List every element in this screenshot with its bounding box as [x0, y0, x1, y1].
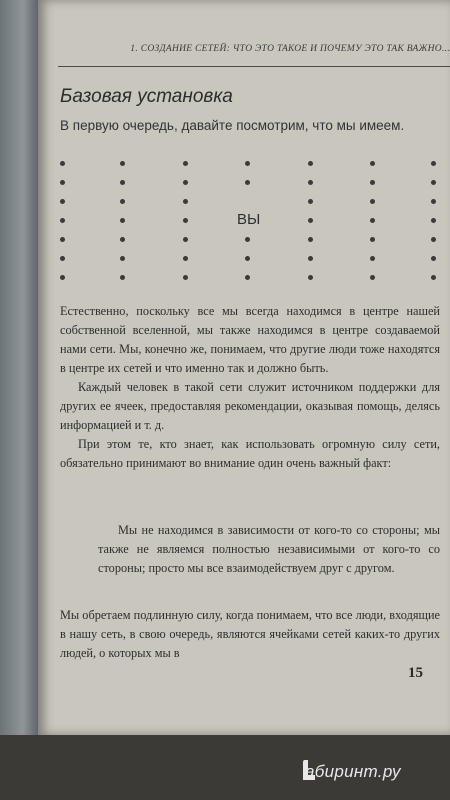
network-node-dot: [431, 199, 436, 204]
network-node-dot: [60, 180, 65, 185]
closing-paragraph: Мы обретаем подлинную силу, когда понимаем, что все люди, входящие в нашу сеть, в свою очередь, являются ячейками сетей каких-то других людей, о которых мы в: [60, 608, 440, 660]
network-node-dot: [120, 275, 125, 280]
network-node-dot: [183, 237, 188, 242]
network-node-dot: [308, 237, 313, 242]
network-node-dot: [308, 218, 313, 223]
network-node-dot: [370, 237, 375, 242]
network-node-dot: [370, 275, 375, 280]
network-node-dot: [183, 218, 188, 223]
page-number: 15: [408, 665, 423, 681]
network-node-dot: [370, 218, 375, 223]
network-node-dot: [431, 180, 436, 185]
network-node-dot: [431, 275, 436, 280]
network-node-dot: [183, 256, 188, 261]
network-node-dot: [308, 275, 313, 280]
network-node-dot: [60, 237, 65, 242]
running-header: 1. СОЗДАНИЕ СЕТЕЙ: ЧТО ЭТО ТАКОЕ И ПОЧЕМУ ЭТО ТАК ВАЖНО...: [130, 44, 450, 54]
intro-text: В первую очередь, давайте посмотрим, что мы имеем.: [60, 118, 405, 133]
network-node-dot: [370, 256, 375, 261]
network-node-dot: [120, 237, 125, 242]
network-node-dot: [120, 180, 125, 185]
network-node-dot: [183, 180, 188, 185]
network-node-dot: [60, 218, 65, 223]
paragraph-1: Естественно, поскольку все мы всегда находимся в центре нашей собственной вселенной, мы также находимся в центре создаваемой нами сети. Мы, конечно же, понимаем, что другие люди тоже находятся в центре их сетей и что именно так и должно быть.: [60, 304, 440, 375]
network-node-dot: [183, 275, 188, 280]
section-title: Базовая установка: [60, 86, 233, 107]
network-node-dot: [370, 199, 375, 204]
network-node-dot: [308, 256, 313, 261]
network-node-dot: [120, 161, 125, 166]
network-node-dot: [120, 199, 125, 204]
network-node-dot: [245, 275, 250, 280]
network-node-dot: [370, 180, 375, 185]
paragraph-2: Каждый человек в такой сети служит источником поддержки для других ее ячеек, предоставляя рекомендации, оказывая помощь, делясь информацией и т. д.: [60, 380, 440, 432]
network-node-dot: [431, 237, 436, 242]
book-spine-edge: [0, 0, 38, 735]
network-node-dot: [245, 161, 250, 166]
network-node-dot: [245, 256, 250, 261]
network-node-dot: [60, 199, 65, 204]
network-node-dot: [431, 256, 436, 261]
network-node-dot: [60, 256, 65, 261]
network-node-dot: [183, 161, 188, 166]
network-node-dot: [308, 161, 313, 166]
network-node-dot: [245, 237, 250, 242]
network-node-dot: [308, 199, 313, 204]
header-rule: [58, 66, 450, 67]
network-node-dot: [120, 256, 125, 261]
network-node-dot: [60, 161, 65, 166]
key-fact-quote: Мы не находимся в зависимости от кого-то со стороны; мы также не являемся полностью независимыми от кого-то со стороны; просто мы все взаимодействуем друг с другом.: [98, 523, 440, 575]
paragraph-3: При этом те, кто знает, как использовать огромную силу сети, обязательно принимают во внимание один очень важный факт:: [60, 437, 440, 470]
center-label-you: ВЫ: [237, 211, 261, 228]
network-node-dot: [120, 218, 125, 223]
network-node-dot: [370, 161, 375, 166]
watermark: абиринт.ру: [305, 762, 401, 781]
network-node-dot: [245, 180, 250, 185]
network-node-dot: [308, 180, 313, 185]
network-node-dot: [431, 161, 436, 166]
network-node-dot: [183, 199, 188, 204]
network-node-dot: [60, 275, 65, 280]
network-node-dot: [431, 218, 436, 223]
